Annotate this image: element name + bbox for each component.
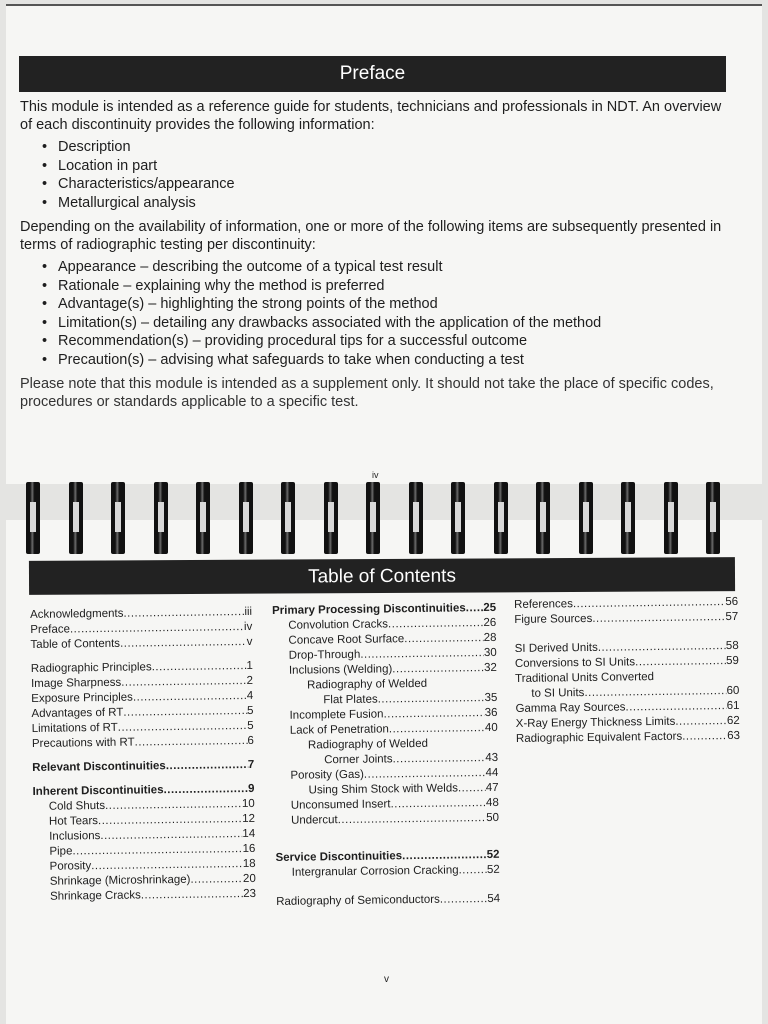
binding-ring	[579, 482, 593, 554]
preface-intro: This module is intended as a reference guide for students, technicians and professionals in NDT. An overview of each discontinuity provides the following information:	[20, 99, 722, 133]
binding-ring	[451, 482, 465, 554]
toc-entry[interactable]: Figure Sources ..... 57	[514, 610, 738, 628]
toc-entry[interactable]: Conversions to SI Units ..... 59	[515, 654, 739, 672]
toc-entry[interactable]: Flat Plates ..... 35	[273, 691, 497, 709]
toc-section-entry[interactable]: Service Discontinuities ..... 52	[275, 848, 499, 866]
toc-entry[interactable]: Using Shim Stock with Welds ..... 47	[275, 781, 499, 799]
toc-entry[interactable]: Gamma Ray Sources ..... 61	[515, 699, 739, 717]
toc-entry[interactable]: Concave Root Surface ..... 28	[272, 631, 496, 649]
info-list-item: • Metallurgical analysis	[58, 194, 732, 213]
toc-entry[interactable]: Inclusions (Welding) ..... 32	[273, 661, 497, 679]
toc-entry[interactable]: References ..... 56	[514, 595, 738, 613]
binding-ring	[196, 482, 210, 554]
info-list	[20, 138, 732, 212]
toc-column-3	[514, 595, 740, 747]
info-list-item: • Location in part	[58, 157, 732, 176]
binding-ring	[366, 482, 380, 554]
toc-entry[interactable]: Porosity (Gas) ..... 44	[274, 766, 498, 784]
info-list-item: • Characteristics/appearance	[58, 175, 732, 194]
binding-ring	[536, 482, 550, 554]
toc-entry[interactable]: Exposure Principles ..... 4	[31, 689, 253, 707]
testing-item: • Appearance – describing the outcome of a typical test result	[58, 258, 732, 277]
toc-entry[interactable]: Convolution Cracks ..... 26	[272, 616, 496, 634]
toc-entry[interactable]: Advantages of RT ..... 5	[31, 704, 253, 722]
binding-ring	[111, 482, 125, 554]
binding-ring	[281, 482, 295, 554]
toc-entry[interactable]: Inclusions ..... 14	[33, 827, 255, 845]
toc-entry[interactable]: Lack of Penetration ..... 40	[274, 721, 498, 739]
toc-entry[interactable]: Drop-Through ..... 30	[273, 646, 497, 664]
toc-entry[interactable]: Corner Joints ..... 43	[274, 751, 498, 769]
testing-item: • Rationale – explaining why the method is preferred	[58, 277, 732, 296]
toc-entry[interactable]: Acknowledgments ..... iii	[30, 605, 252, 623]
toc-entry-heading: Radiography of Welded	[307, 737, 429, 752]
binding-ring	[324, 482, 338, 554]
page-number-v: v	[384, 974, 389, 985]
preface-body	[20, 98, 732, 411]
toc-section-entry[interactable]: Primary Processing Discontinuities ..... 25	[272, 601, 496, 619]
info-list-item: • Description	[58, 138, 732, 157]
testing-items-list	[20, 258, 732, 369]
toc-entry[interactable]: Limitations of RT ..... 5	[32, 719, 254, 737]
toc-entry[interactable]: Preface ..... iv	[30, 620, 252, 638]
toc-section-entry[interactable]: Relevant Discontinuities ..... 7	[32, 758, 254, 776]
toc-entry[interactable]: Precautions with RT ..... 6	[32, 734, 254, 752]
binding-ring	[621, 482, 635, 554]
binding-ring	[239, 482, 253, 554]
page-number-iv: iv	[372, 470, 379, 480]
toc-entry[interactable]: SI Derived Units ..... 58	[515, 639, 739, 657]
toc-entry[interactable]: Cold Shuts ..... 10	[33, 797, 255, 815]
toc-entry[interactable]: Table of Contents ..... v	[30, 635, 252, 653]
toc-entry[interactable]: Incomplete Fusion ..... 36	[273, 706, 497, 724]
preface-banner	[19, 56, 726, 92]
binding-ring	[409, 482, 423, 554]
testing-item: • Precaution(s) – advising what safeguards to take when conducting a test	[58, 351, 732, 370]
toc-entry[interactable]: Pipe ..... 16	[33, 842, 255, 860]
toc-column-2	[272, 601, 500, 910]
binding-ring	[494, 482, 508, 554]
toc-entry[interactable]: Radiographic Equivalent Factors ..... 63	[516, 729, 740, 747]
toc-entry-heading: Radiography of Welded	[307, 677, 428, 692]
toc-entry[interactable]: X-Ray Energy Thickness Limits ..... 62	[516, 714, 740, 732]
binding-ring	[154, 482, 168, 554]
toc-entry-heading: Traditional Units Converted	[515, 671, 655, 685]
testing-item: • Advantage(s) – highlighting the strong points of the method	[58, 295, 732, 314]
preface-para2: Depending on the availability of information, one or more of the following items are subsequently presented in terms of radiographic testing per discontinuity:	[20, 219, 722, 253]
toc-column-1	[30, 605, 256, 905]
binding-ring	[706, 482, 720, 554]
testing-item: • Recommendation(s) – providing procedural tips for a successful outcome	[58, 332, 732, 351]
toc-entry[interactable]: Porosity ..... 18	[34, 857, 256, 875]
binding-ring	[69, 482, 83, 554]
toc-entry[interactable]: Hot Tears ..... 12	[33, 812, 255, 830]
toc-entry[interactable]: Shrinkage Cracks ..... 23	[34, 887, 256, 905]
binding-ring	[664, 482, 678, 554]
toc-title: Table of Contents	[308, 565, 456, 588]
toc-entry[interactable]: to SI Units ..... 60	[515, 684, 739, 702]
preface-title: Preface	[339, 63, 406, 84]
testing-item: • Limitation(s) – detailing any drawbacks associated with the application of the method	[58, 314, 732, 333]
toc-entry[interactable]: Undercut ..... 50	[275, 811, 499, 829]
binding-ring	[26, 482, 40, 554]
toc-entry[interactable]: Intergranular Corrosion Cracking ..... 52	[276, 863, 500, 881]
toc-entry[interactable]: Radiography of Semiconductors ..... 54	[276, 892, 500, 910]
toc-entry[interactable]: Radiographic Principles ..... 1	[31, 659, 253, 677]
preface-note: Please note that this module is intended as a supplement only. It should not take the place of specific codes, procedures or standards applicable to a specific test.	[20, 376, 714, 410]
toc-entry[interactable]: Image Sharpness ..... 2	[31, 674, 253, 692]
toc-entry[interactable]: Shrinkage (Microshrinkage) ..... 20	[34, 872, 256, 890]
toc-entry[interactable]: Unconsumed Insert ..... 48	[275, 796, 499, 814]
toc-section-entry[interactable]: Inherent Discontinuities ..... 9	[32, 782, 254, 800]
toc-banner	[29, 557, 735, 595]
